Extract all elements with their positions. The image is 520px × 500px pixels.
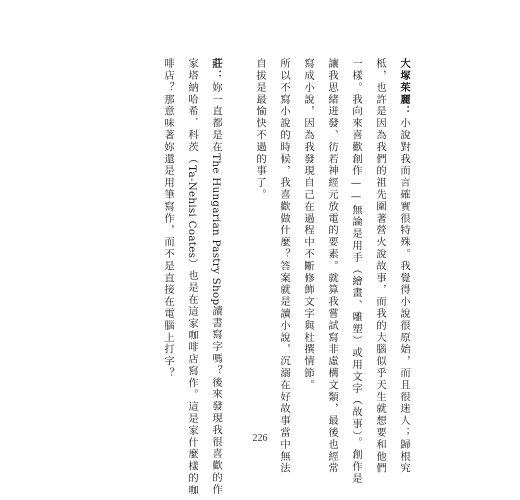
text-column-2 xyxy=(374,58,386,475)
text-column-7 xyxy=(254,58,266,418)
paragraph-text: 所以不寫小說的時候，我喜歡做什麼？答案就是讀小說，沉溺在好故事當中無法 xyxy=(278,58,290,475)
text-column-4 xyxy=(326,58,338,475)
paragraph-text: 讓我思緒迸發、彷若神經元放電的要素。就算我嘗試寫非虛構文類，最後也經常 xyxy=(326,58,338,475)
paragraph-text: ）也是在這家咖啡店寫作。這是家什麼樣的咖 xyxy=(186,258,198,497)
paragraph-text: 寫成小說，因為我發現自己在過程中不斷修飾文字與杜撰情節。 xyxy=(302,58,314,392)
shop-name: The Hungarian Pastry Shop xyxy=(210,153,222,306)
page-number: 226 xyxy=(252,433,268,444)
paragraph-text: 一樣。我向來喜歡創作——無論是用手（繪畫、雕塑）或用文字（故事）。創作是 xyxy=(350,58,362,485)
paragraph-text: 小說對我而言確實很特殊。我覺得小說很原始，而且很迷人；歸根究 xyxy=(398,117,410,475)
text-column-10 xyxy=(162,58,174,418)
text-column-5 xyxy=(302,58,314,418)
text-column-3 xyxy=(350,58,362,485)
text-column-1 xyxy=(398,58,410,475)
text-column-8 xyxy=(210,58,222,496)
paragraph-text: 自拔是最愉快不過的事了。 xyxy=(254,58,266,201)
text-column-6 xyxy=(278,58,290,475)
paragraph-text: 家塔納哈希．科茨（ xyxy=(186,58,198,166)
paragraph-text: 讀書寫字嗎？後來發現我很喜歡的作 xyxy=(210,305,222,496)
author-name: Ta-Nehisi Coates xyxy=(186,165,198,259)
paragraph-text: 柢，也許是因為我們的祖先圍著營火說故事，而我的大腦似乎天生就想要和他們 xyxy=(374,58,386,475)
paragraph-text: 啡店？那意味著妳還是用筆寫作，而不是直接在電腦上打字？ xyxy=(162,58,174,380)
text-column-9 xyxy=(186,58,198,497)
speaker-name: 莊： xyxy=(210,58,222,82)
speaker-name: 大塚茱麗： xyxy=(398,58,410,118)
paragraph-text: 妳一直都是在 xyxy=(210,81,222,154)
